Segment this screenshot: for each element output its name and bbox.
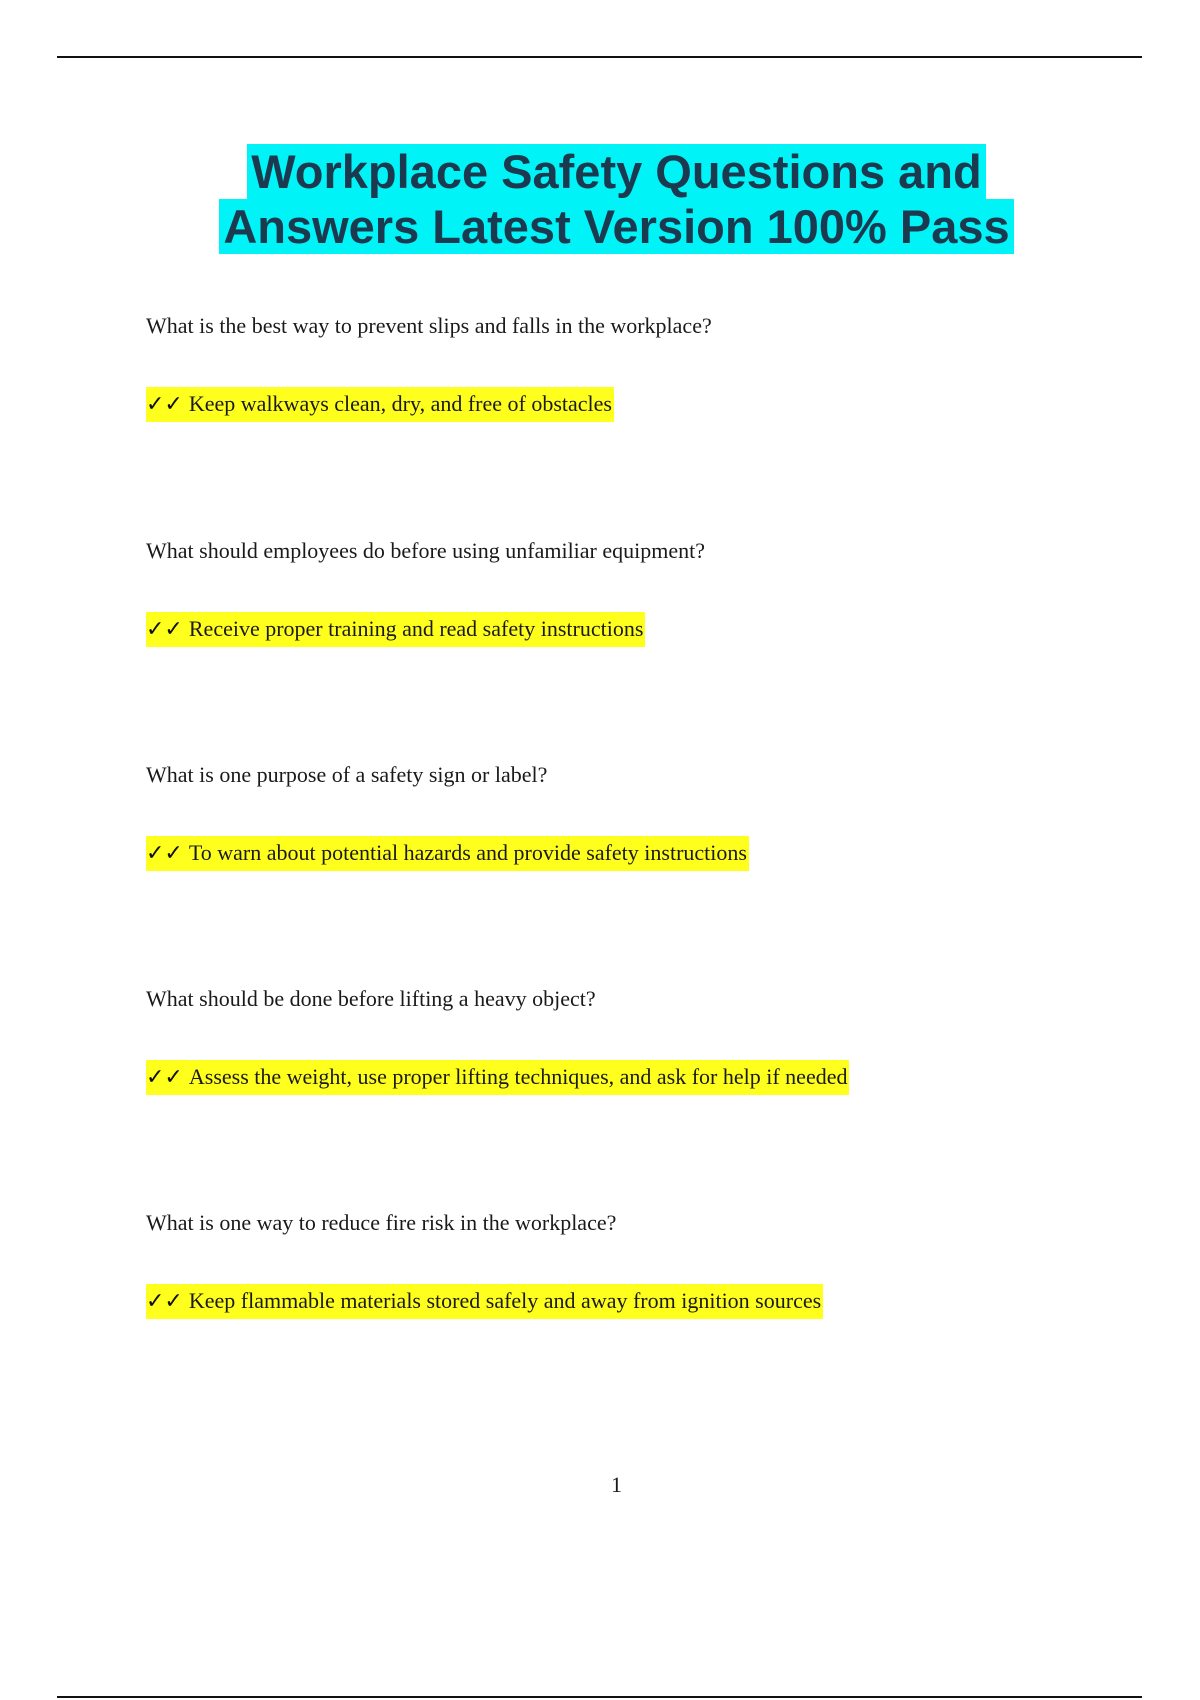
answer-label: Keep flammable materials stored safely and away from ignition sources (188, 1288, 822, 1313)
page-number: 1 (611, 1472, 622, 1497)
qa-item (146, 1209, 1106, 1314)
answer-text (146, 387, 614, 422)
qa-item (146, 985, 1106, 1090)
title-line-2: Answers Latest Version 100% Pass (219, 199, 1013, 254)
qa-item (146, 761, 1106, 866)
answer-label: Assess the weight, use proper lifting techniques, and ask for help if needed (188, 1064, 848, 1089)
answer-text (146, 612, 645, 647)
answer-text (146, 836, 749, 871)
answer-label: To warn about potential hazards and provide safety instructions (188, 840, 747, 865)
question-text: What is one way to reduce fire risk in the workplace? (146, 1210, 617, 1235)
double-check-icon: ✓✓ (146, 1065, 183, 1090)
qa-item (146, 537, 1106, 642)
title-line-1: Workplace Safety Questions and (247, 144, 985, 199)
bottom-rule (57, 1696, 1142, 1698)
question-text: What is the best way to prevent slips and falls in the workplace? (146, 313, 712, 338)
double-check-icon: ✓✓ (146, 1289, 183, 1314)
qa-item (146, 312, 1106, 417)
question-text: What should be done before lifting a heavy object? (146, 986, 596, 1011)
answer-text (146, 1060, 849, 1095)
double-check-icon: ✓✓ (146, 617, 183, 642)
double-check-icon: ✓✓ (146, 392, 183, 417)
answer-label: Receive proper training and read safety instructions (188, 616, 644, 641)
question-text: What is one purpose of a safety sign or label? (146, 762, 548, 787)
page-title (0, 144, 1200, 254)
answer-text (146, 1284, 823, 1319)
double-check-icon: ✓✓ (146, 841, 183, 866)
answer-label: Keep walkways clean, dry, and free of obstacles (188, 391, 612, 416)
question-text: What should employees do before using unfamiliar equipment? (146, 538, 706, 563)
top-rule (57, 56, 1142, 58)
